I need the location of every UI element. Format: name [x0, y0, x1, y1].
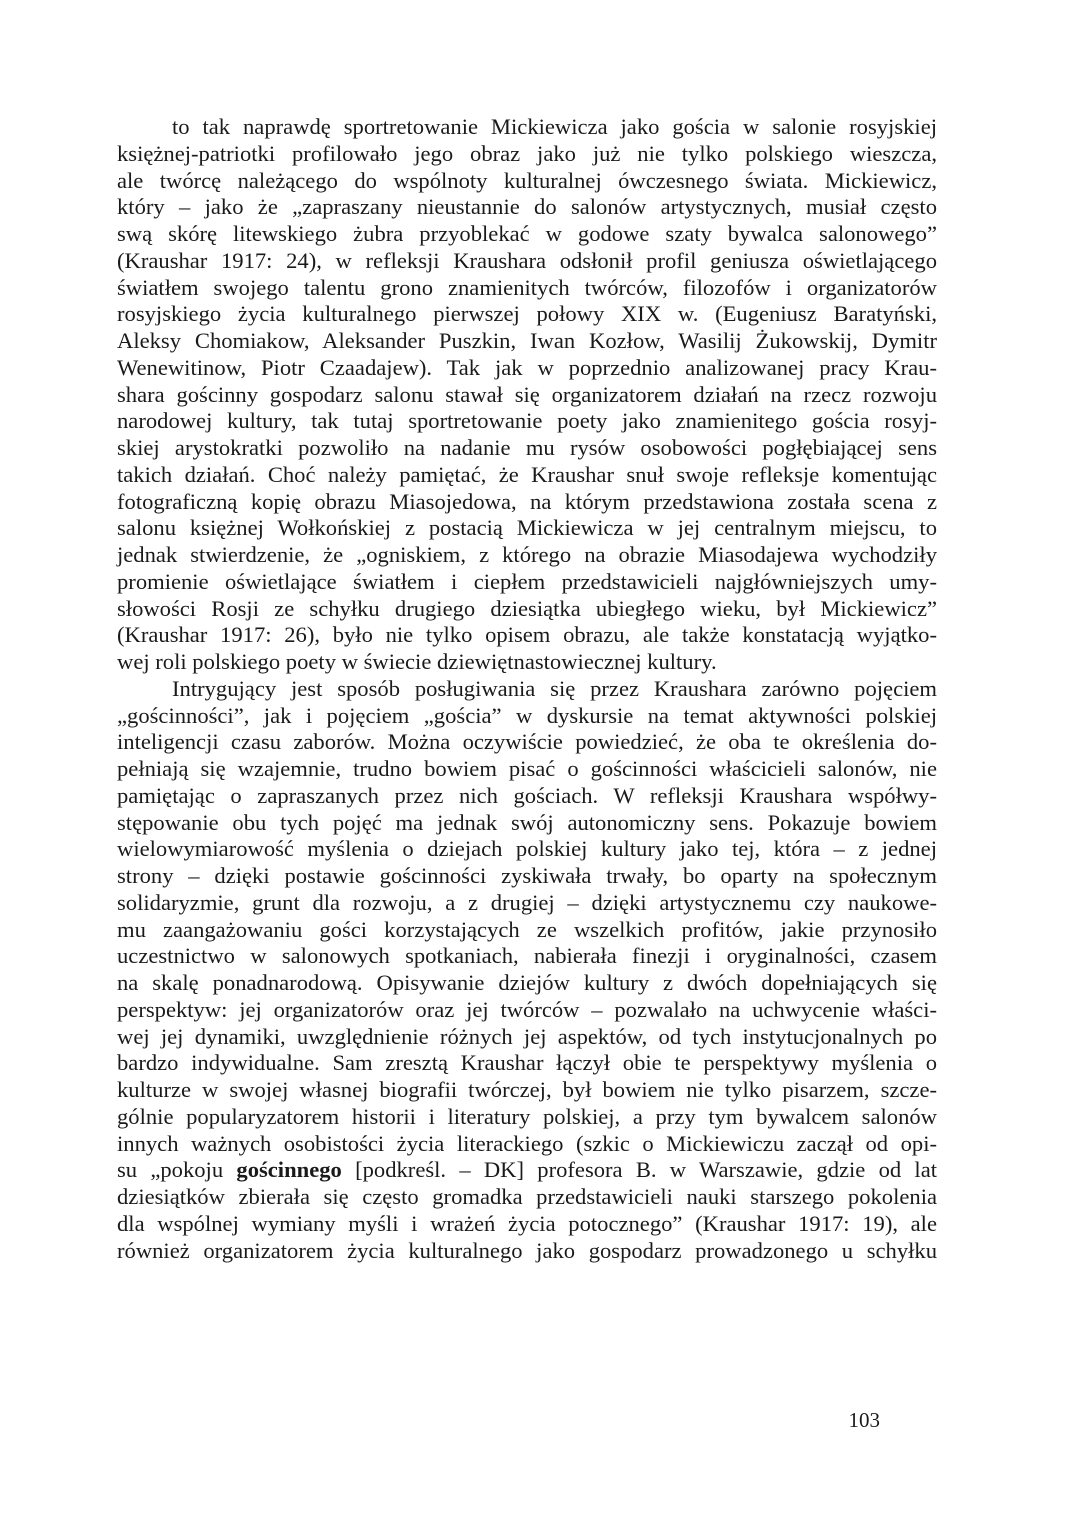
- page-number: 103: [848, 1408, 880, 1432]
- text-line: mu zaangażowaniu gości korzystających ze wszelkich profitów, jakie przynosiło: [117, 916, 937, 942]
- text-line: (Kraushar 1917: 24), w refleksji Kraushara odsłonił profil geniusza oświetlającego: [117, 247, 937, 273]
- text-line: pamiętając o zapraszanych przez nich gościach. W refleksji Kraushara współwy-: [117, 782, 937, 808]
- text-line: shara gościnny gospodarz salonu stawał się organizatorem działań na rzecz rozwoju: [117, 381, 937, 407]
- text-line: strony – dzięki postawie gościnności zyskiwała trwały, bo oparty na społecznym: [117, 863, 937, 888]
- text-line: Wenewitinow, Piotr Czaadajew). Tak jak w poprzednio analizowanej pracy Krau-: [117, 354, 937, 380]
- text-line: światłem swojego talentu grono znamienitych twórców, filozofów i organizatorów: [117, 274, 937, 300]
- text-line: pełniają się wzajemnie, trudno bowiem pisać o gościnności właścicieli salonów, nie: [117, 756, 937, 781]
- text-segment: [podkreśl. – DK] profesora B. w Warszawie, gdzie od lat: [341, 1157, 937, 1183]
- text-line: fotograficzną kopię obrazu Miasojedowa, na którym przedstawiona została scena z: [117, 488, 937, 514]
- text-line: również organizatorem życia kulturalnego jako gospodarz prowadzonego u schyłku: [117, 1237, 937, 1263]
- text-line: ale twórcę należącego do wspólnoty kulturalnej ówczesnego świata. Mickiewicz,: [117, 167, 937, 193]
- text-line: skiej arystokratki pozwoliło na nadanie mu rysów osobowości pogłębiającej sens: [117, 435, 937, 460]
- text-line: (Kraushar 1917: 26), było nie tylko opisem obrazu, ale także konstatacją wyjątko-: [117, 622, 937, 648]
- text-line: salonu księżnej Wołkońskiej z postacią Mickiewicza w jej centralnym miejscu, to: [117, 515, 937, 541]
- text-line: bardzo indywidualne. Sam zresztą Kraushar łączył obie te perspektywy myślenia o: [117, 1050, 937, 1076]
- text-line: słowości Rosji ze schyłku drugiego dziesiątka ubiegłego wieku, był Mickiewicz”: [117, 595, 937, 621]
- text-line: księżnej-patriotki profilowało jego obraz jako już nie tylko polskiego wieszcza,: [117, 140, 937, 166]
- text-line: uczestnictwo w salonowych spotkaniach, nabierała finezji i oryginalności, czasem: [117, 943, 937, 969]
- text-line: kulturze w swojej własnej biografii twórczej, był bowiem nie tylko pisarzem, szcze-: [117, 1077, 937, 1102]
- text-line: swą skórę litewskiego żubra przyoblekać w godowe szaty bywalca salonowego”: [117, 221, 937, 246]
- text-line: rosyjskiego życia kulturalnego pierwszej połowy XIX w. (Eugeniusz Baratyński,: [117, 301, 937, 327]
- text-segment: su „pokoju: [117, 1157, 237, 1183]
- text-line: wej jej dynamiki, uwzględnienie różnych jej aspektów, od tych instytucjonalnych po: [117, 1023, 937, 1049]
- text-line: który – jako że „zapraszany nieustannie do salonów artystycznych, musiał często: [117, 194, 937, 220]
- text-line: „gościnności”, jak i pojęciem „gościa” w dyskursie na temat aktywności polskiej: [117, 702, 937, 728]
- text-line-with-emphasis: [117, 1157, 937, 1184]
- text-line: dla wspólnej wymiany myśli i wrażeń życia potocznego” (Kraushar 1917: 19), ale: [117, 1210, 937, 1236]
- paragraph-1: [117, 114, 937, 676]
- text-line: wej roli polskiego poety w świecie dziewiętnastowiecznej kultury.: [117, 649, 717, 674]
- text-line: stępowanie obu tych pojęć ma jednak swój autonomiczny sens. Pokazuje bowiem: [117, 809, 937, 835]
- text-line: solidaryzmie, grunt dla rozwoju, a z drugiej – dzięki artystycznemu czy naukowe-: [117, 889, 937, 915]
- text-line: dziesiątków zbierała się często gromadka przedstawicieli nauki starszego pokolenia: [117, 1184, 937, 1209]
- text-line: gólnie popularyzatorem historii i literatury polskiej, a przy tym bywalcem salonów: [117, 1103, 937, 1129]
- text-line: innych ważnych osobistości życia literackiego (szkic o Mickiewiczu zaczął od opi-: [117, 1130, 937, 1156]
- text-line: narodowej kultury, tak tutaj sportretowanie poety jako znamienitego gościa rosyj-: [117, 408, 937, 434]
- text-line: wielowymiarowość myślenia o dziejach polskiej kultury jako tej, która – z jednej: [117, 836, 937, 862]
- text-line: perspektyw: jej organizatorów oraz jej twórców – pozwalało na uchwycenie właści-: [117, 996, 937, 1022]
- text-line: to tak naprawdę sportretowanie Mickiewicza jako gościa w salonie rosyjskiej: [172, 114, 937, 139]
- text-line: inteligencji czasu zaborów. Można oczywiście powiedzieć, że oba te określenia do-: [117, 729, 937, 755]
- bold-emphasis: gościnnego: [236, 1157, 342, 1183]
- text-line: jednak stwierdzenie, że „ogniskiem, z którego na obrazie Miasodajewa wychodziły: [117, 542, 937, 567]
- text-line: takich działań. Choć należy pamiętać, że Kraushar snuł swoje refleksje komentując: [117, 461, 937, 487]
- paragraph-2: [117, 676, 937, 1265]
- text-line: na skalę ponadnarodową. Opisywanie dziejów kultury z dwóch dopełniających się: [117, 970, 937, 995]
- body-text: [117, 114, 937, 1264]
- text-line: promienie oświetlające światłem i ciepłem przedstawicieli najgłówniejszych umy-: [117, 568, 937, 594]
- text-line: Intrygujący jest sposób posługiwania się przez Kraushara zarówno pojęciem: [172, 675, 937, 701]
- text-line: Aleksy Chomiakow, Aleksander Puszkin, Iwan Kozłow, Wasilij Żukowskij, Dymitr: [117, 328, 937, 353]
